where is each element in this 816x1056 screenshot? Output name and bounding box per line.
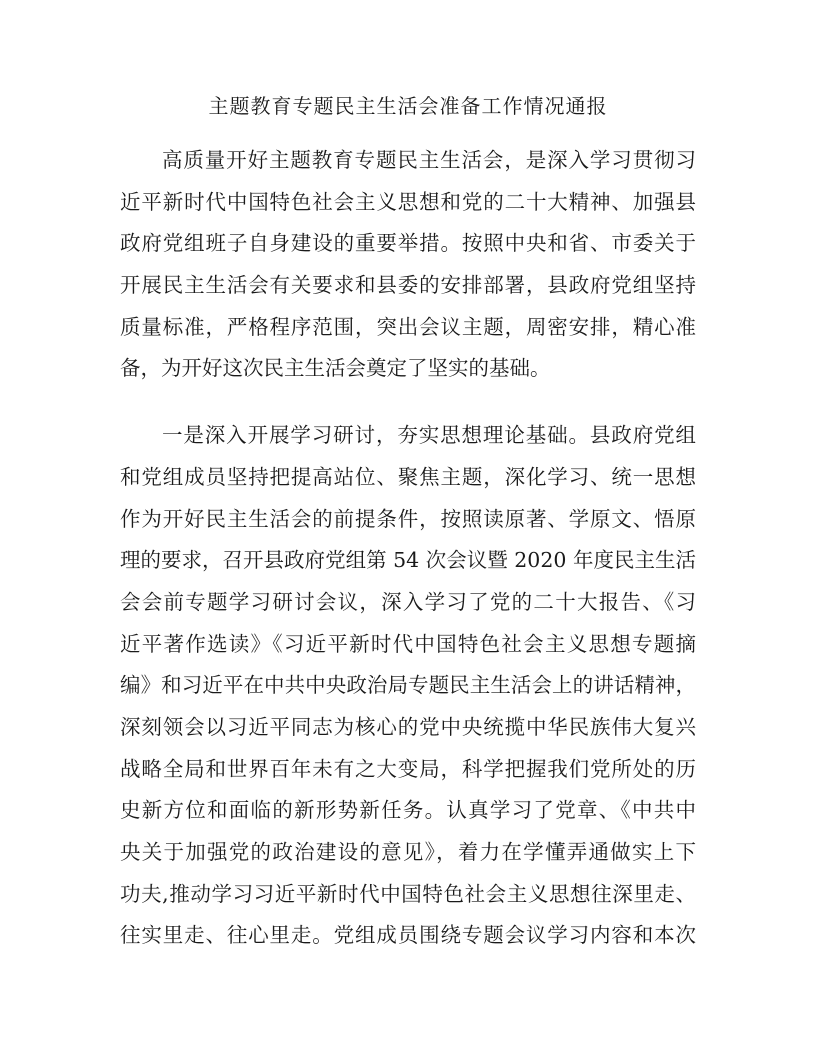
paragraph-line: 近平新时代中国特色社会主义思想和党的二十大精神、加强县 [120, 190, 696, 214]
paragraph-line: 编》和习近平在中共中央政治局专题民主生活会上的讲话精神， [120, 673, 696, 697]
paragraph-line: 和党组成员坚持把提高站位、聚焦主题，深化学习、统一思想 [120, 465, 696, 489]
paragraph-line: 高质量开好主题教育专题民主生活会，是深入学习贯彻习 [162, 148, 696, 172]
paragraph-line: 战略全局和世界百年未有之大变局，科学把握我们党所处的历 [120, 757, 696, 781]
paragraph-line: 深刻领会以习近平同志为核心的党中央统揽中华民族伟大复兴 [120, 715, 696, 739]
paragraph-line: 央关于加强党的政治建设的意见》，着力在学懂弄通做实上下 [120, 840, 696, 864]
paragraph-line: 质量标准，严格程序范围，突出会议主题，周密安排，精心准 [120, 315, 696, 339]
paragraph-line: 开展民主生活会有关要求和县委的安排部署，县政府党组坚持 [120, 273, 696, 297]
paragraph-line: 一是深入开展学习研讨，夯实思想理论基础。县政府党组 [162, 423, 696, 447]
paragraph-line: 政府党组班子自身建设的重要举措。按照中央和省、市委关于 [120, 231, 696, 255]
paragraph-line: 理的要求，召开县政府党组第 54 次会议暨 2020 年度民主生活 [120, 548, 696, 572]
paragraph-line: 功夫,推动学习习近平新时代中国特色社会主义思想往深里走、 [120, 882, 696, 906]
document-title: 主题教育专题民主生活会准备工作情况通报 [208, 94, 608, 118]
paragraph-line: 史新方位和面临的新形势新任务。认真学习了党章、《中共中 [120, 798, 696, 822]
paragraph-line: 近平著作选读》《习近平新时代中国特色社会主义思想专题摘 [120, 632, 696, 656]
paragraph-line: 作为开好民主生活会的前提条件，按照读原著、学原文、悟原 [120, 507, 696, 531]
paragraph-line: 备，为开好这次民主生活会奠定了坚实的基础。 [120, 356, 551, 380]
paragraph-line: 往实里走、往心里走。党组成员围绕专题会议学习内容和本次 [120, 923, 696, 947]
paragraph-line: 会会前专题学习研讨会议，深入学习了党的二十大报告、《习 [120, 590, 696, 614]
